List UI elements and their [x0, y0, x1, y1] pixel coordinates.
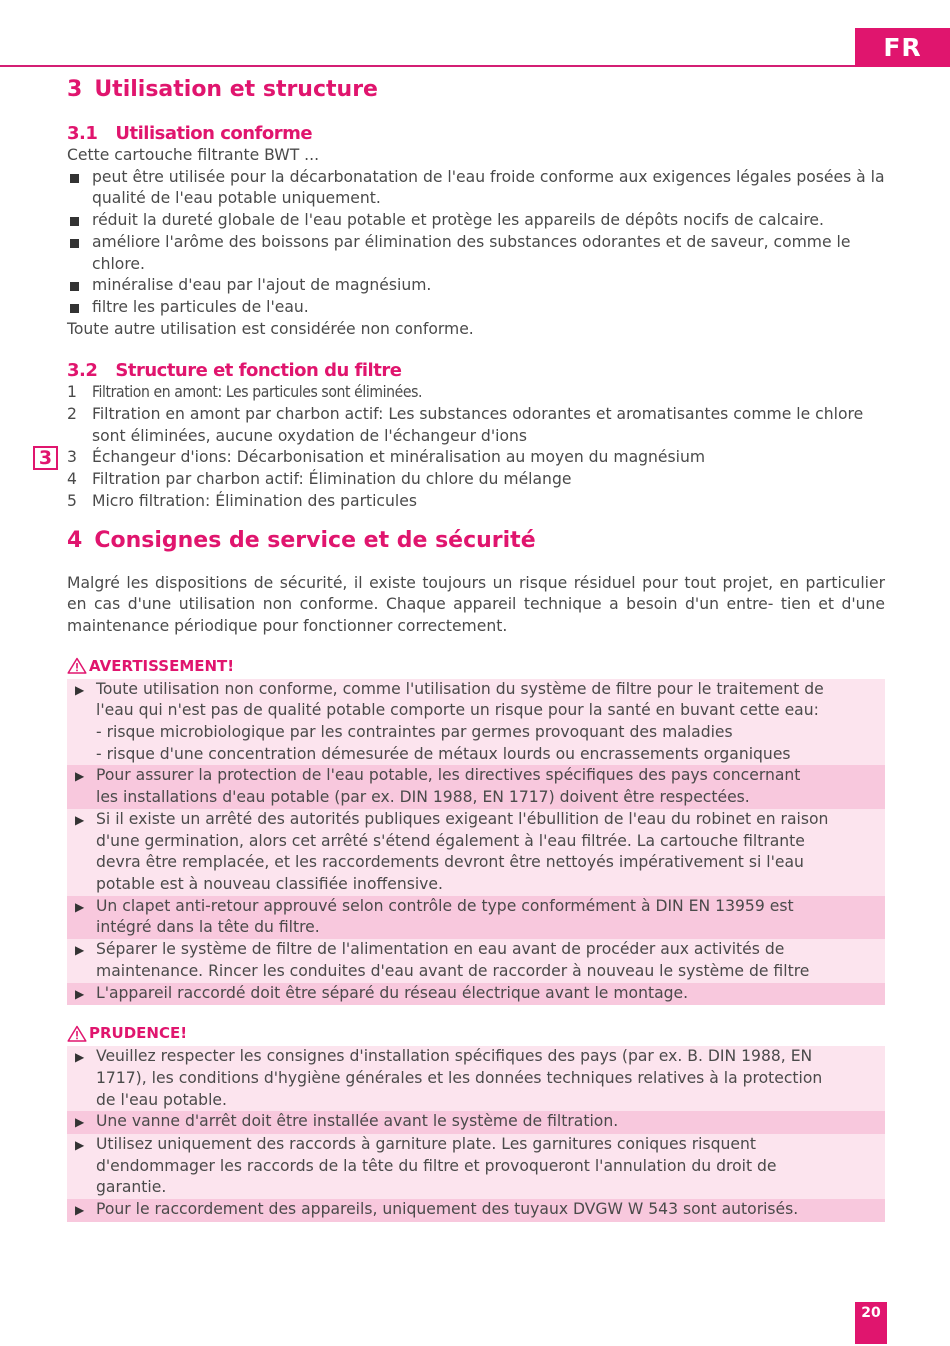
warning-triangle-icon [67, 657, 87, 674]
section-3-1-number: 3.1 [67, 123, 98, 144]
list-item: filtre les particules de l'eau. [67, 297, 885, 319]
list-item [67, 1111, 885, 1134]
item-line: devra être remplacée, et les raccordements devront être nettoyés impérativement si l'eau [96, 853, 804, 872]
item-line: - risque d'une concentration démesurée de métaux lourds ou encrassements organiques [96, 744, 791, 763]
list-item [67, 1199, 885, 1222]
item-number: 1 [67, 383, 77, 402]
figure-reference-marker: 3 [33, 446, 58, 470]
item-line: d'une germination, alors cet arrêté s'étend également à l'eau filtrée. La cartouche filtrante [96, 831, 805, 850]
section-4-title: Consignes de service et de sécurité [94, 527, 536, 553]
section-3-2-number: 3.2 [67, 360, 98, 382]
item-line: Une vanne d'arrêt doit être installée avant le système de filtration. [96, 1112, 619, 1131]
item-number: 3 [67, 448, 77, 467]
list-item: peut être utilisée pour la décarbonatation de l'eau froide conforme aux exigences légales posées à la qualité de l'eau potable uniquement. [67, 167, 885, 210]
caution-list [67, 1046, 885, 1222]
play-arrow-icon: ▶ [75, 812, 85, 827]
list-item [67, 896, 885, 939]
item-line: Séparer le système de filtre de l'alimentation en eau avant de procéder aux activités de [96, 940, 785, 959]
page-number: 20 [855, 1302, 887, 1344]
item-text: Filtration en amont par charbon actif: Les substances odorantes et aromatisantes comme le chlore sont éliminées, aucune oxydation de l'échangeur d'ions [92, 405, 864, 445]
section-3-number: 3 [67, 77, 83, 102]
item-line: intégré dans la tête du filtre. [96, 918, 320, 937]
item-number: 2 [67, 405, 77, 424]
list-item [67, 491, 885, 513]
item-line: Veuillez respecter les consignes d'installation spécifiques des pays (par ex. B. DIN 1988, EN [96, 1047, 813, 1066]
section-4-heading [67, 527, 885, 555]
section-4-number: 4 [67, 527, 83, 553]
warning-heading [67, 656, 885, 676]
play-arrow-icon: ▶ [75, 1138, 85, 1153]
item-line: L'appareil raccordé doit être séparé du réseau électrique avant le montage. [96, 983, 689, 1002]
list-item [67, 1134, 885, 1199]
item-line: potable est à nouveau classifiée inoffensive. [96, 874, 443, 893]
item-line: de l'eau potable. [96, 1090, 227, 1109]
item-line: d'endommager les raccords de la tête du filtre et provoqueront l'annulation du droit de [96, 1156, 777, 1175]
list-item [67, 404, 885, 447]
play-arrow-icon: ▶ [75, 986, 85, 1001]
header-rule [0, 65, 950, 67]
item-text: Micro filtration: Élimination des particules [92, 491, 417, 510]
section-3-2-title: Structure et fonction du filtre [115, 360, 402, 382]
item-line: les installations d'eau potable (par ex. DIN 1988, EN 1717) doivent être respectées. [96, 788, 750, 807]
section-3-heading [67, 76, 885, 104]
play-arrow-icon: ▶ [75, 899, 85, 914]
item-line: Un clapet anti-retour approuvé selon contrôle de type conformément à DIN EN 13959 est [96, 896, 794, 915]
item-line: Si il existe un arrêté des autorités publiques exigeant l'ébullition de l'eau du robinet en raison [96, 809, 829, 828]
warning-list [67, 679, 885, 1006]
caution-heading [67, 1023, 885, 1043]
section-3-1-heading [67, 123, 885, 145]
filter-structure-list [67, 382, 885, 512]
item-line: Utilisez uniquement des raccords à garniture plate. Les garnitures coniques risquent [96, 1135, 756, 1154]
section-3-1-outro: Toute autre utilisation est considérée non conforme. [67, 319, 474, 338]
item-text: Filtration par charbon actif: Élimination du chlore du mélange [92, 470, 572, 489]
item-line: Pour assurer la protection de l'eau potable, les directives spécifiques des pays concernant [96, 766, 801, 785]
list-item: réduit la dureté globale de l'eau potable et protège les appareils de dépôts nocifs de calcaire. [67, 210, 885, 232]
play-arrow-icon: ▶ [75, 1050, 85, 1065]
section-3-1-intro: Cette cartouche filtrante BWT ... [67, 146, 320, 164]
section-3-title: Utilisation et structure [94, 77, 378, 102]
item-line: garantie. [96, 1178, 167, 1197]
play-arrow-icon: ▶ [75, 1203, 85, 1218]
item-line: Toute utilisation non conforme, comme l'utilisation du système de filtre pour le traitement de [96, 679, 824, 698]
list-item [67, 469, 885, 491]
list-item: améliore l'arôme des boissons par élimination des substances odorantes et de saveur, comme le chlore. [67, 232, 885, 275]
item-number: 4 [67, 470, 77, 489]
item-number: 5 [67, 491, 77, 510]
list-item [67, 765, 885, 808]
warning-title: AVERTISSEMENT! [89, 656, 235, 675]
list-item [67, 382, 885, 404]
list-item: minéralise d'eau par l'ajout de magnésium. [67, 275, 885, 297]
item-line: - risque microbiologique par les contraintes par germes provoquant des maladies [96, 723, 733, 742]
usage-list [67, 167, 885, 319]
item-line: Pour le raccordement des appareils, uniquement des tuyaux DVGW W 543 sont autorisés. [96, 1200, 799, 1219]
item-line: 1717), les conditions d'hygiène générales et les données techniques relatives à la protection [96, 1068, 823, 1087]
warning-triangle-icon [67, 1025, 87, 1042]
play-arrow-icon: ▶ [75, 943, 85, 958]
play-arrow-icon: ▶ [75, 769, 85, 784]
list-item [67, 983, 885, 1006]
language-badge: FR [855, 28, 950, 67]
list-item [67, 1046, 885, 1111]
item-text: Filtration en amont: Les particules sont éliminées. [92, 383, 423, 402]
section-3-1-title: Utilisation conforme [115, 123, 313, 144]
item-text: Échangeur d'ions: Décarbonisation et minéralisation au moyen du magnésium [92, 448, 706, 467]
section-3-2-heading [67, 360, 885, 382]
list-item [67, 809, 885, 896]
section-4-intro: Malgré les dispositions de sécurité, il existe toujours un risque résiduel pour tout projet, en particulier en cas d'une utilisation non conforme. Chaque appareil technique a besoin d'un entre- tien et d'une maintenance périodique pour fonctionner correctement. [67, 573, 885, 635]
caution-title: PRUDENCE! [89, 1024, 188, 1043]
item-line: maintenance. Rincer les conduites d'eau avant de raccorder à nouveau le système de filtre [96, 961, 810, 980]
play-arrow-icon: ▶ [75, 682, 85, 697]
list-item [67, 447, 885, 469]
list-item [67, 679, 885, 766]
list-item [67, 939, 885, 982]
play-arrow-icon: ▶ [75, 1115, 85, 1130]
page-content [67, 76, 885, 1222]
item-line: l'eau qui n'est pas de qualité potable comporte un risque pour la santé en buvant cette eau: [96, 701, 819, 720]
